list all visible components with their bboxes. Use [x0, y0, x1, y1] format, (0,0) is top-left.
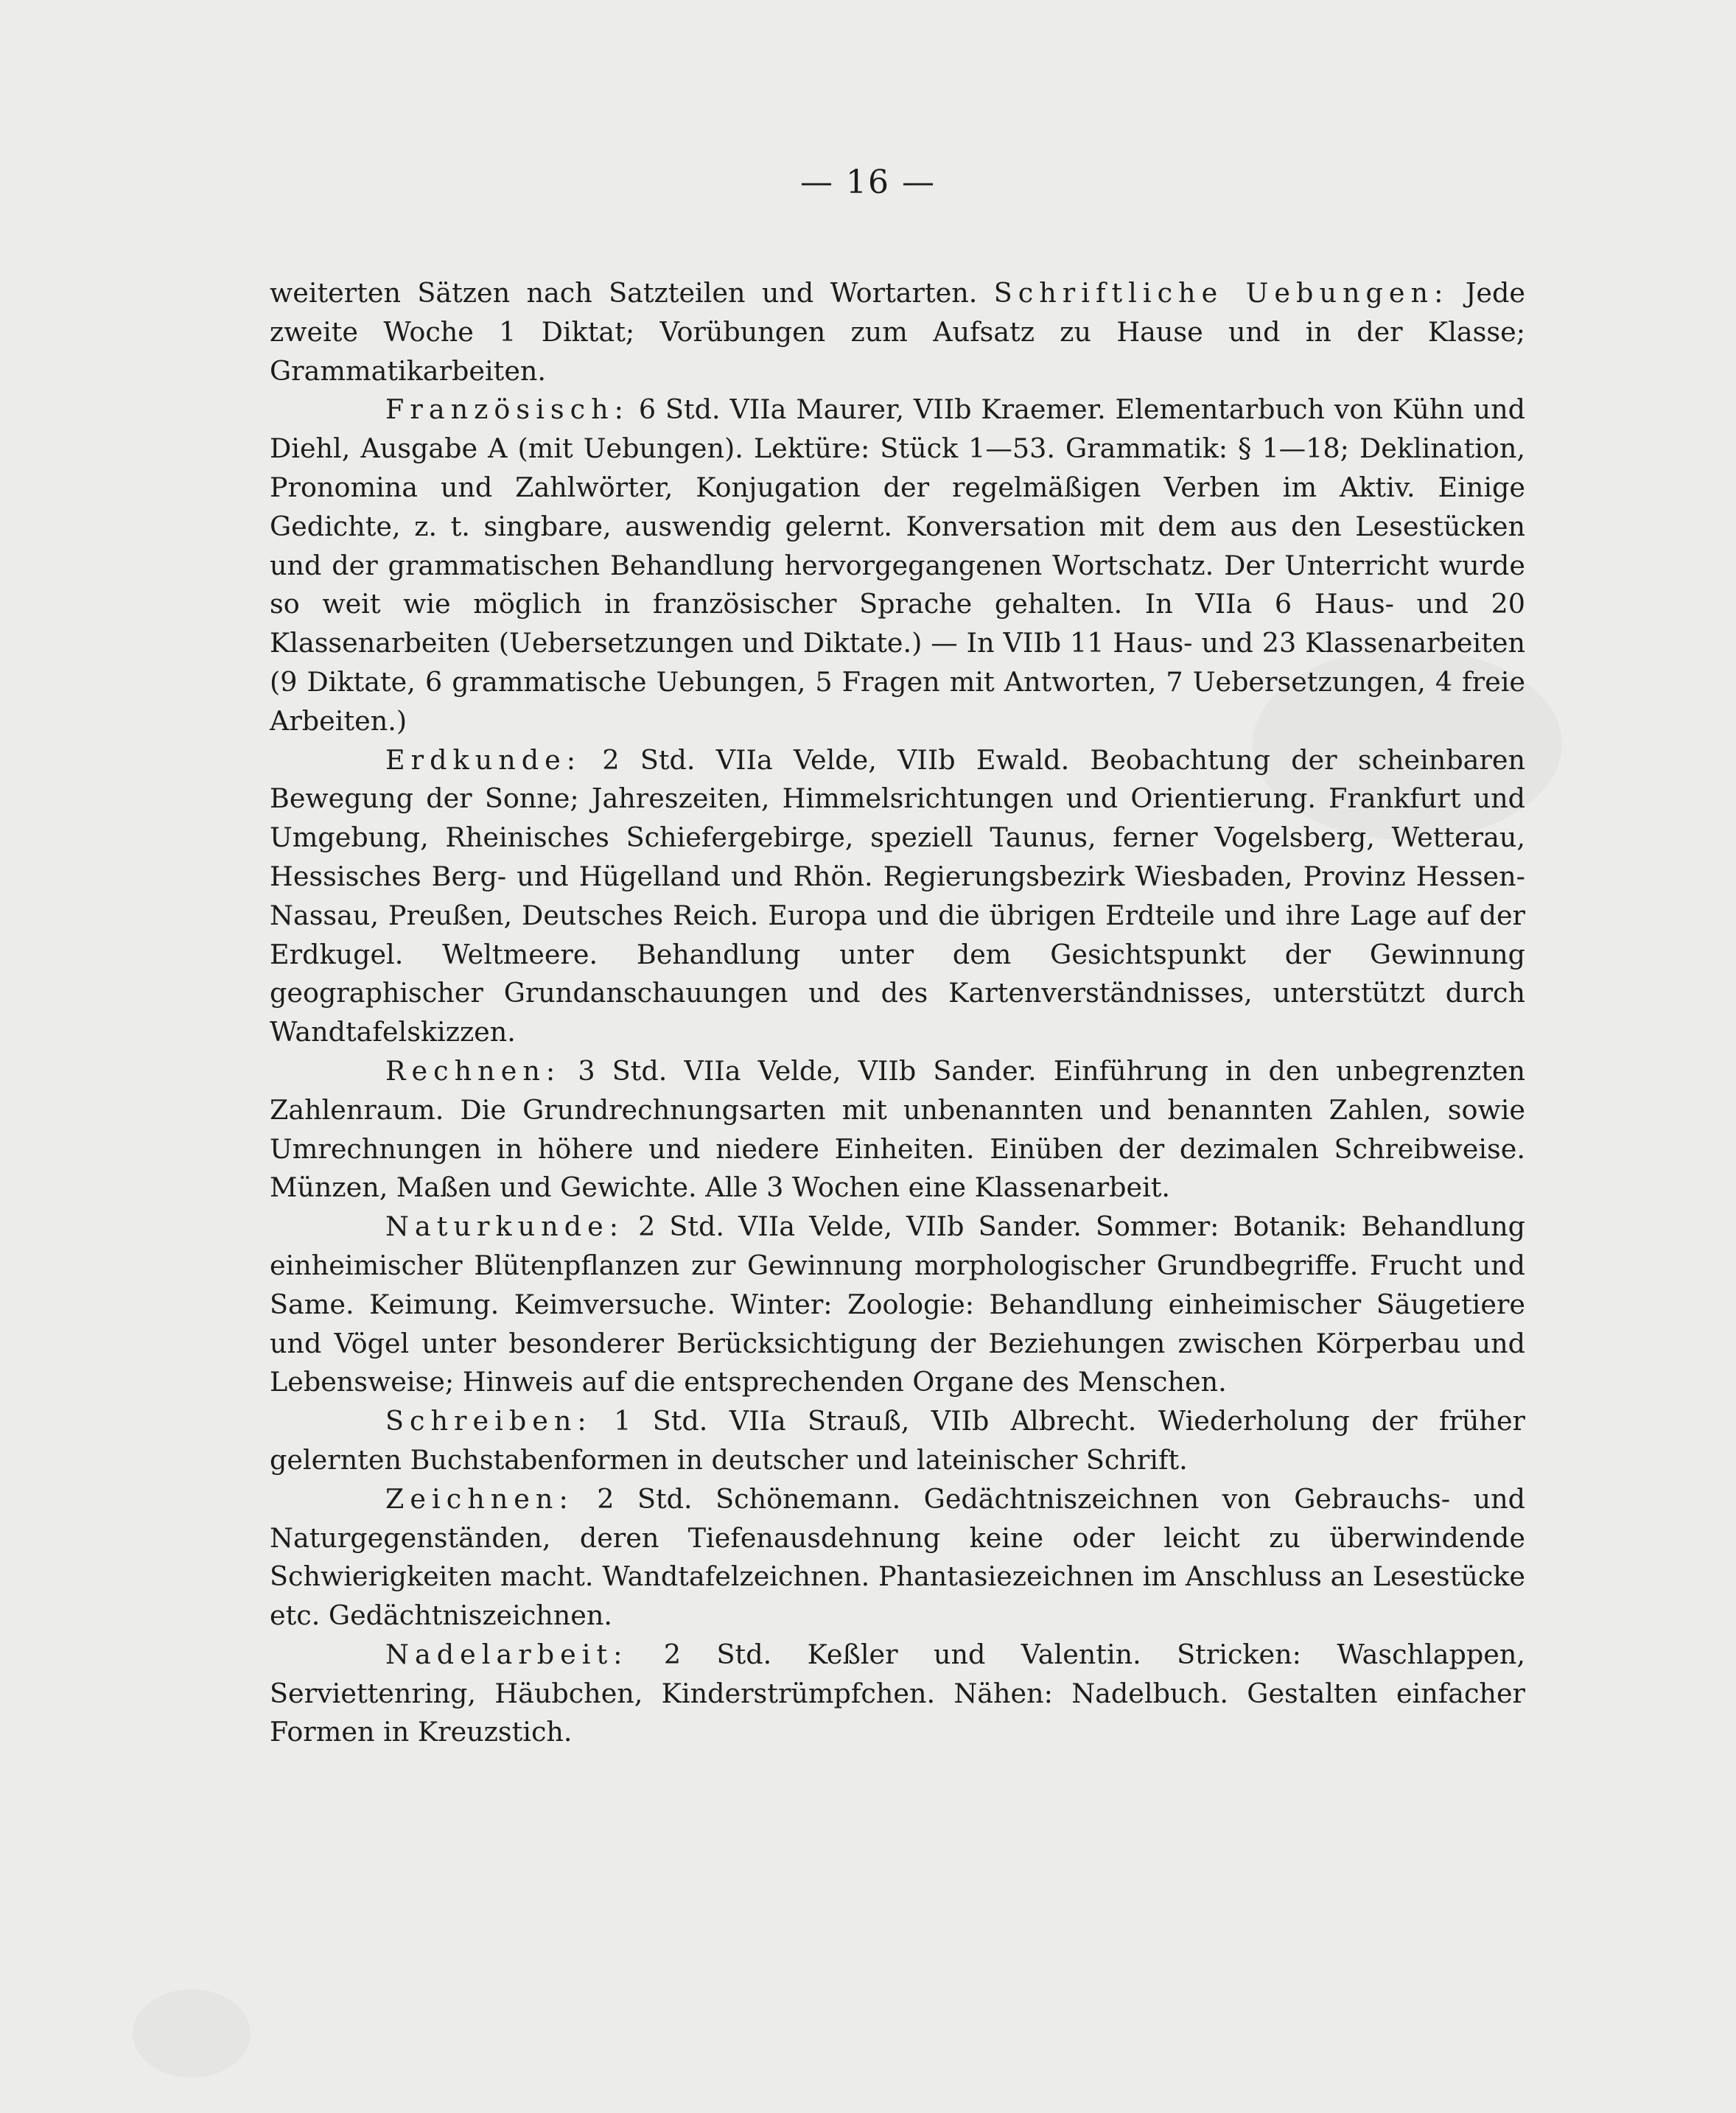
- intro-paragraph: [270, 274, 1525, 390]
- section-text: 2 Std. Keßler und Valentin. Stricken: Waschlappen, Serviettenring, Häubchen, Kinderstrümpfchen. Nähen: Nadelbuch. Gestalten einfacher Formen in Kreuzstich.: [270, 1638, 1525, 1748]
- section-naturkunde: [270, 1208, 1525, 1402]
- page-number: — 16 —: [800, 164, 936, 201]
- section-erdkunde: [270, 741, 1525, 1052]
- intro-text-a: weiterten Sätzen nach Satzteilen und Wortarten.: [270, 277, 978, 309]
- section-text: 6 Std. VIIa Maurer, VIIb Kraemer. Elementarbuch von Kühn und Diehl, Ausgabe A (mit Uebungen). Lektüre: Stück 1—53. Grammatik: § 1—18; Deklination, Pronomina und Zahlwörter, Konjugation der regelmäßigen Verben im Aktiv. Einige Gedichte, z. t. singbare, auswendig gelernt. Konversation mit dem aus den Lesestücken und der grammatischen Behandlung hervorgegangenen Wortschatz. Der Unterricht wurde so weit wie möglich in französischer Sprache gehalten. In VIIa 6 Haus- und 20 Klassenarbeiten (Uebersetzungen und Diktate.) — In VIIb 11 Haus- und 23 Klassenarbeiten (9 Diktate, 6 grammatische Uebungen, 5 Fragen mit Antworten, 7 Uebersetzungen, 4 freie Arbeiten.): [270, 393, 1525, 737]
- section-heading: Französisch:: [385, 393, 629, 426]
- intro-text-b: Jede zweite Woche 1 Diktat; Vorübungen zum Aufsatz zu Hause und in der Klasse; Grammatikarbeiten.: [270, 277, 1525, 387]
- section-text: 2 Std. Schönemann. Gedächtniszeichnen von Gebrauchs- und Naturgegenständen, deren Tiefenausdehnung keine oder leicht zu überwindende Schwierigkeiten macht. Wandtafelzeichnen. Phantasiezeichnen im Anschluss an Lesestücke etc. Gedächtniszeichnen.: [270, 1482, 1525, 1632]
- section-heading: Zeichnen:: [385, 1482, 574, 1515]
- section-heading: Nadelarbeit:: [385, 1638, 629, 1670]
- section-nadelarbeit: [270, 1636, 1525, 1752]
- section-text: 2 Std. VIIa Velde, VIIb Ewald. Beobachtung der scheinbaren Bewegung der Sonne; Jahreszeiten, Himmelsrichtungen und Orientierung. Frankfurt und Umgebung, Rheinisches Schiefergebirge, speziell Taunus, ferner Vogelsberg, Wetterau, Hessisches Berg- und Hügelland und Rhön. Regierungsbezirk Wiesbaden, Provinz Hessen-Nassau, Preußen, Deutsches Reich. Europa und die übrigen Erdteile und ihre Lage auf der Erdkugel. Weltmeere. Behandlung unter dem Gesichtspunkt der Gewinnung geographischer Grundanschauungen und des Kartenverständnisses, unterstützt durch Wandtafelskizzen.: [270, 743, 1526, 1048]
- section-zeichnen: [270, 1480, 1525, 1636]
- section-rechnen: [270, 1052, 1525, 1208]
- document-body: [270, 274, 1525, 1752]
- paper-stain: [133, 1989, 251, 2078]
- intro-spaced-heading: Schriftliche Uebungen:: [993, 277, 1449, 309]
- section-schreiben: [270, 1402, 1525, 1480]
- section-text: 1 Std. VIIa Strauß, VIIb Albrecht. Wiederholung der früher gelernten Buchstabenformen in deutscher und lateinischer Schrift.: [270, 1405, 1525, 1476]
- section-franzoesisch: [270, 390, 1525, 740]
- section-text: 3 Std. VIIa Velde, VIIb Sander. Einführung in den unbegrenzten Zahlenraum. Die Grundrechnungsarten mit unbenannten und benannten Zahlen, sowie Umrechnungen in höhere und niedere Einheiten. Einüben der dezimalen Schreibweise. Münzen, Maßen und Gewichte. Alle 3 Wochen eine Klassenarbeit.: [270, 1054, 1525, 1204]
- section-heading: Erdkunde:: [385, 743, 582, 776]
- section-heading: Schreiben:: [385, 1405, 592, 1437]
- section-heading: Naturkunde:: [385, 1210, 625, 1243]
- section-heading: Rechnen:: [385, 1054, 561, 1087]
- section-text: 2 Std. VIIa Velde, VIIb Sander. Sommer: Botanik: Behandlung einheimischer Blütenpflanzen zur Gewinnung morphologischer Grundbegriffe. Frucht und Same. Keimung. Keimversuche. Winter: Zoologie: Behandlung einheimischer Säugetiere und Vögel unter besonderer Berücksichtigung der Beziehungen zwischen Körperbau und Lebensweise; Hinweis auf die entsprechenden Organe des Menschen.: [270, 1210, 1525, 1398]
